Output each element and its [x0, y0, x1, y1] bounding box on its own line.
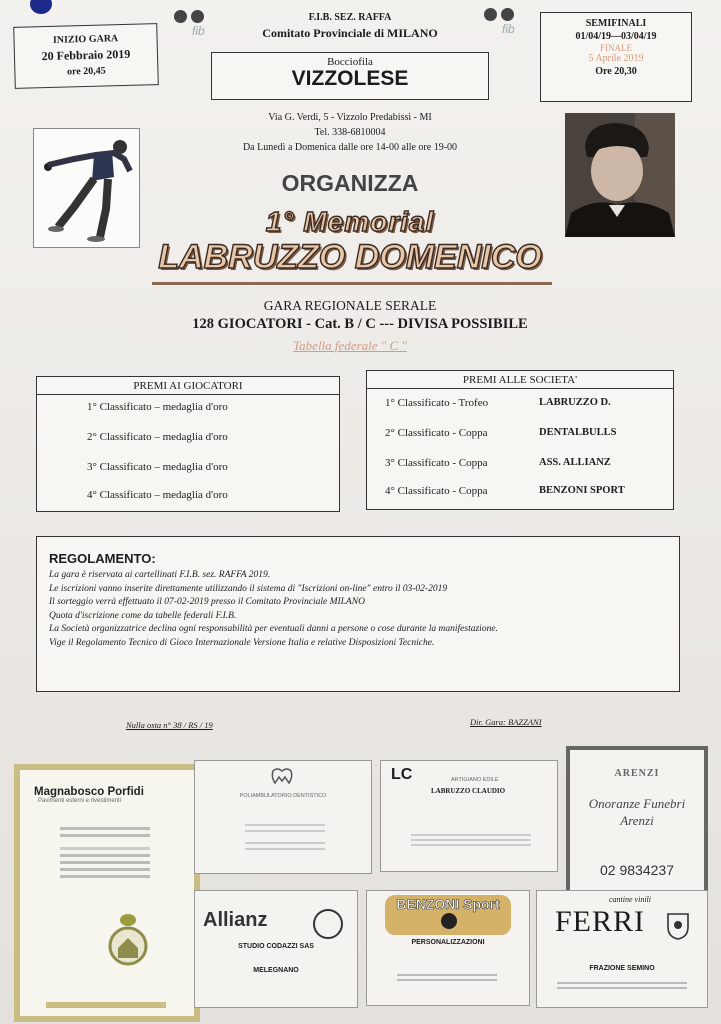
prizes-clubs-title: PREMI ALLE SOCIETA'	[367, 371, 673, 389]
club-prize-place: 4° Classificato - Coppa	[385, 485, 488, 497]
allianz-logo-icon	[313, 909, 343, 939]
regolamento-lines	[49, 569, 498, 650]
start-time: ore 20,45	[66, 65, 106, 78]
ferri-top: cantine vinili	[609, 895, 651, 904]
magnabosco-name: Magnabosco Porfidi	[34, 786, 144, 798]
finals-date: 5 Aprile 2019	[588, 53, 644, 64]
labruzzo-contacts	[411, 831, 531, 849]
rule-line: Vige il Regolamento Tecnico di Gioco Internazionale Versione Italia e relative Disposizioni Tecniche.	[49, 637, 435, 648]
event-type: GARA REGIONALE SERALE	[263, 298, 437, 313]
club-phone: Tel. 338-6810004	[314, 127, 386, 138]
org-line2: Comitato Provinciale di MILANO	[262, 26, 438, 40]
start-date: 20 Febbraio 2019	[41, 46, 131, 64]
arenzi-script: Onoranze Funebri Arenzi	[588, 796, 686, 828]
sponsor-ferri	[536, 890, 708, 1008]
regolamento-title: REGOLAMENTO:	[49, 551, 156, 566]
ferri-contacts	[557, 979, 687, 992]
ferri-name: FERRI	[555, 905, 646, 938]
event-details: 128 GIOCATORI - Cat. B / C --- DIVISA POSSIBILE	[192, 316, 528, 332]
club-prize-sponsor: DENTALBULLS	[539, 427, 617, 438]
club-prize-sponsor: BENZONI SPORT	[539, 485, 625, 496]
benzoni-name: BENZONI Sport	[396, 896, 500, 912]
benzoni-sub: PERSONALIZZAZIONI	[411, 939, 485, 946]
dental-contacts	[245, 824, 325, 850]
soccer-ball-icon	[441, 913, 457, 929]
sponsor-arenzi	[566, 746, 708, 894]
allianz-city: MELEGNANO	[253, 967, 299, 974]
labruzzo-tag: ARTIGIANO EDILE	[451, 777, 499, 783]
ferri-crest-icon	[665, 911, 691, 941]
sponsor-benzoni	[366, 890, 530, 1006]
semifinal-label: SEMIFINALI	[585, 18, 647, 29]
sponsor-dental	[194, 760, 372, 874]
prizes-clubs-box	[366, 370, 674, 510]
bowler-photo	[33, 128, 140, 248]
portrait-photo	[565, 113, 675, 237]
labruzzo-initials: LC	[391, 766, 413, 783]
bowler-figure-icon	[34, 129, 139, 247]
semifinal-time: Ore 20,30	[595, 66, 637, 77]
start-label: INIZIO GARA	[52, 33, 119, 46]
rule-line: Le iscrizioni vanno inserite direttamente utilizzando il sistema di "Iscrizioni on-line" entro il 03-02-2019	[49, 583, 448, 594]
sponsor-magnabosco	[14, 764, 200, 1022]
sponsor-allianz	[194, 890, 358, 1008]
rule-line: Il sorteggio verrà effettuato il 07-02-2019 presso il Comitato Provinciale MILANO	[49, 597, 365, 607]
magnabosco-house-icon	[104, 910, 152, 966]
player-prize-row: 3° Classificato – medaglia d'oro	[87, 461, 228, 473]
semifinal-dates: 01/04/19—03/04/19	[575, 31, 657, 42]
arenzi-name: ARENZI	[614, 768, 660, 779]
rule-line: La Società organizzatrice declina ogni responsabilità per eventuali danni a persone o cose durante la manifestazione.	[49, 624, 498, 634]
finals-label: FINALE	[600, 43, 632, 53]
event-table: Tabella federale " C "	[293, 338, 407, 353]
club-prize-place: 1° Classificato - Trofeo	[385, 397, 489, 409]
nulla-osta: Nulla osta n° 38 / RS / 19	[126, 720, 213, 730]
rule-line: Quota d'iscrizione come da tabelle federali F.I.B.	[49, 610, 237, 621]
labruzzo-name: LABRUZZO CLAUDIO	[431, 787, 506, 795]
title-underline	[152, 282, 552, 285]
prizes-players-title: PREMI AI GIOCATORI	[37, 377, 339, 395]
club-address: Via G. Verdi, 5 - Vizzolo Predabissi - MI	[268, 112, 432, 123]
portrait-person-icon	[565, 113, 675, 237]
club-prize-sponsor: ASS. ALLIANZ	[539, 457, 611, 468]
magnabosco-tagline: Pavimenti esterni e rivestimenti	[38, 798, 122, 804]
club-prize-sponsor: LABRUZZO D.	[539, 397, 611, 408]
direttore-gara: Dir. Gara: BAZZANI	[470, 717, 542, 727]
player-prize-row: 1° Classificato – medaglia d'oro	[87, 401, 228, 413]
fib-logo-icon: fib	[478, 6, 534, 40]
prizes-players-box	[36, 376, 340, 512]
sponsor-labruzzo	[380, 760, 558, 872]
player-prize-row: 2° Classificato – medaglia d'oro	[87, 431, 228, 443]
rule-line: La gara è riservata ai cartellinati F.I.B. sez. RAFFA 2019.	[49, 570, 271, 580]
organizza-label: ORGANIZZA	[281, 170, 419, 196]
memorial-line1: 1° Memorial	[265, 206, 435, 237]
dental-name: POLIAMBULATORIO DENTISTICO	[239, 793, 327, 799]
club-prize-place: 3° Classificato - Coppa	[385, 457, 488, 469]
club-prize-place: 2° Classificato - Coppa	[385, 427, 488, 439]
allianz-agency: STUDIO CODAZZI SAS	[238, 943, 314, 950]
regolamento-box	[36, 536, 680, 692]
ferri-place: FRAZIONE SEMINO	[589, 965, 655, 972]
start-box	[13, 23, 159, 89]
fib-logo-icon: fib	[168, 8, 224, 42]
org-line1: F.I.B. SEZ. RAFFA	[308, 12, 392, 23]
magnabosco-contacts	[60, 827, 150, 878]
arenzi-phone: 02 9834237	[600, 862, 674, 878]
club-type: Bocciofila	[327, 56, 373, 68]
benzoni-contacts	[397, 971, 497, 984]
club-name: VIZZOLESE	[291, 67, 409, 90]
club-box	[211, 52, 489, 100]
memorial-line2: LABRUZZO DOMENICO	[158, 238, 542, 276]
allianz-name: Allianz	[203, 909, 268, 931]
player-prize-row: 4° Classificato – medaglia d'oro	[87, 489, 228, 501]
corner-dot-icon	[30, 0, 52, 14]
club-hours: Da Lunedì a Domenica dalle ore 14-00 alle ore 19-00	[242, 142, 458, 153]
semifinal-box	[540, 12, 692, 102]
tooth-icon	[269, 767, 295, 785]
